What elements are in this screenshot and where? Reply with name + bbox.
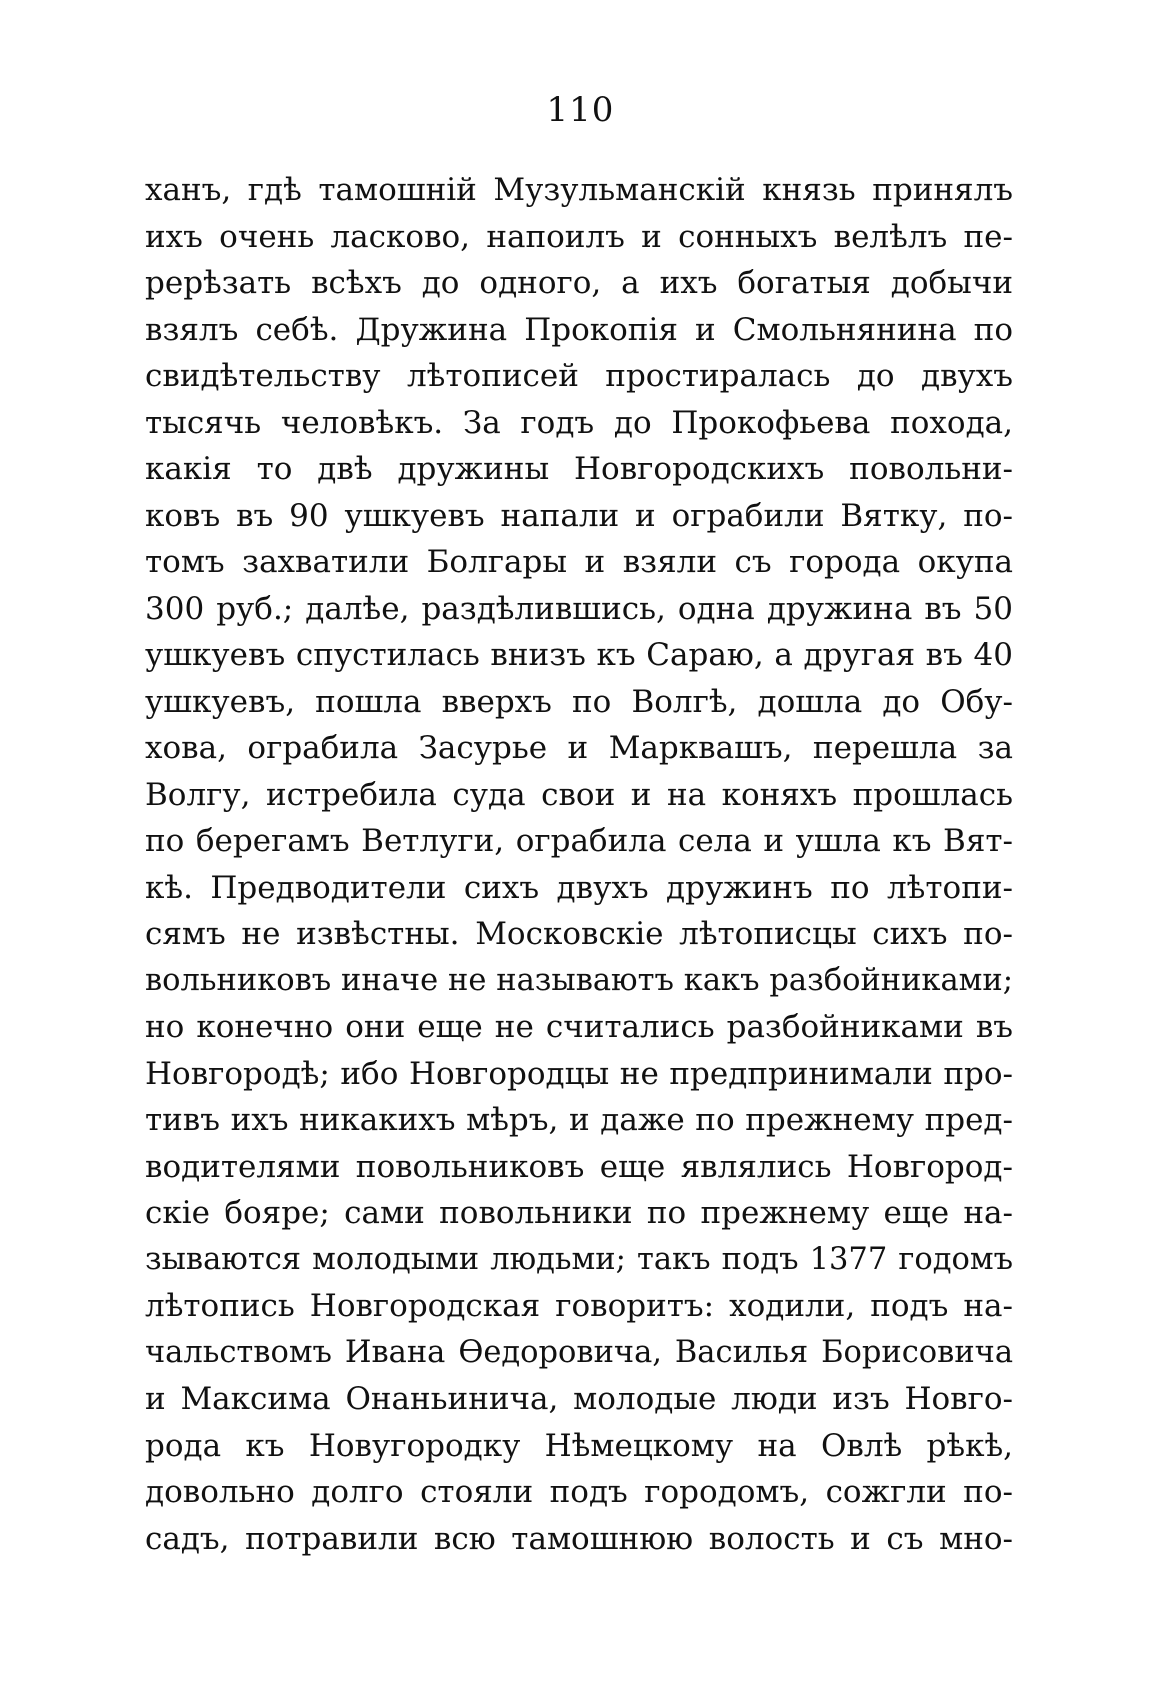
text-line: какія то двѣ дружины Новгородскихъ повольни- (145, 451, 1013, 487)
text-line: взялъ себѣ. Дружина Прокопія и Смольнянина по (145, 311, 1013, 348)
text-line: вольниковъ иначе не называютъ какъ разбойниками; (145, 962, 1013, 998)
text-line: садъ, потравили всю тамошнюю волость и съ мно- (145, 1520, 1013, 1557)
text-line: тысячь человѣкъ. За годъ до Прокофьева похода, (145, 404, 1013, 441)
text-line: Новгородѣ; ибо Новгородцы не предпринимали про- (145, 1055, 1013, 1092)
body-text (145, 167, 1013, 1562)
text-line: водителями повольниковъ еще являлись Новгород- (145, 1148, 1013, 1185)
text-line: томъ захватили Болгары и взяли съ города окупа (145, 544, 1013, 580)
text-line: 300 руб.; далѣе, раздѣлившись, одна дружина въ 50 (145, 590, 1013, 627)
text-line: хова, ограбила Засурье и Марквашъ, перешла за (145, 730, 1013, 766)
text-line: Волгу, истребила суда свои и на коняхъ прошлась (145, 776, 1013, 813)
text-line: кѣ. Предводители сихъ двухъ дружинъ по лѣтопи- (145, 869, 1013, 906)
text-line: но конечно они еще не считались разбойниками въ (145, 1009, 1013, 1045)
text-line: по берегамъ Ветлуги, ограбила села и ушла къ Вят- (145, 823, 1013, 859)
text-line: и Максима Онаньинича, молодые люди изъ Новго- (145, 1381, 1013, 1417)
text-line: рода къ Новугородку Нѣмецкому на Овлѣ рѣкѣ, (145, 1427, 1013, 1464)
text-line: ушкуевъ, пошла вверхъ по Волгѣ, дошла до Обу- (145, 683, 1013, 720)
text-line: зываются молодыми людьми; такъ подъ 1377 годомъ (145, 1241, 1013, 1277)
text-line: свидѣтельству лѣтописей простиралась до двухъ (145, 358, 1013, 394)
text-line: чальствомъ Ивана Ѳедоровича, Василья Борисовича (145, 1334, 1013, 1370)
text-line: сямъ не извѣстны. Московскіе лѣтописцы сихъ по- (145, 916, 1013, 952)
text-line: лѣтопись Новгородская говоритъ: ходили, подъ на- (145, 1288, 1013, 1324)
text-line: ханъ, гдѣ тамошній Музульманскій князь принялъ (145, 172, 1013, 208)
text-line: ковъ въ 90 ушкуевъ напали и ограбили Вятку, по- (145, 497, 1013, 534)
text-line: довольно долго стояли подъ городомъ, сожгли по- (145, 1474, 1013, 1510)
text-line: тивъ ихъ никакихъ мѣръ, и даже по прежнему пред- (145, 1102, 1013, 1138)
text-line: рерѣзать всѣхъ до одного, а ихъ богатыя добычи (145, 265, 1013, 301)
text-line: ихъ очень ласково, напоилъ и сонныхъ велѣлъ пе- (145, 218, 1013, 255)
page-number: 110 (546, 90, 615, 130)
text-line: ушкуевъ спустилась внизъ къ Сараю, а другая въ 40 (145, 637, 1013, 673)
text-line: скіе бояре; сами повольники по прежнему еще на- (145, 1195, 1013, 1231)
